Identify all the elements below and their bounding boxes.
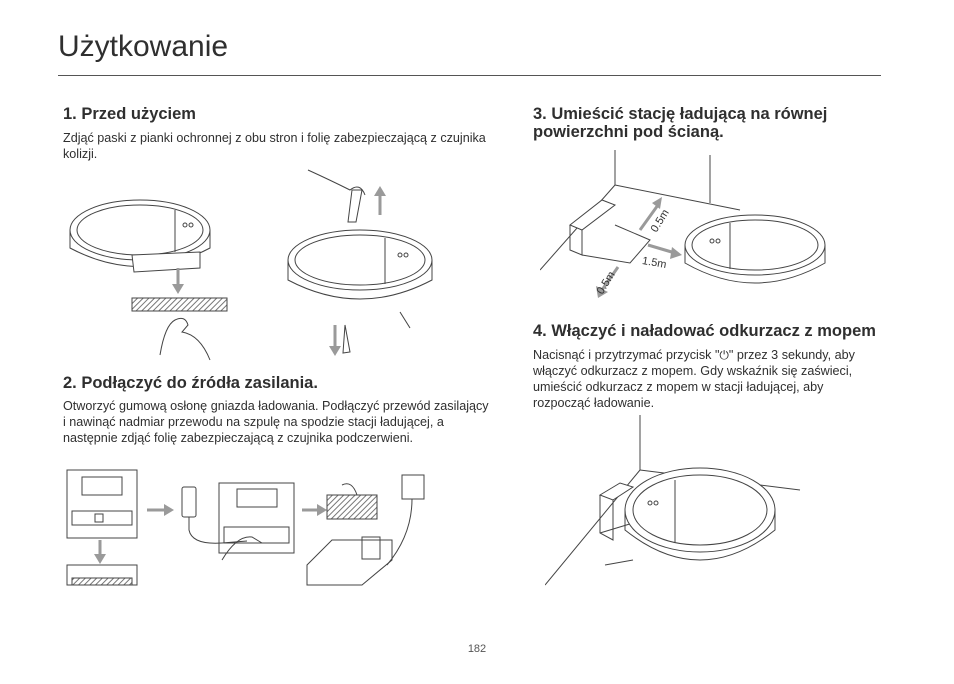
illustration-dock-placement bbox=[540, 145, 885, 305]
illustration-robot-charging bbox=[545, 415, 805, 590]
dimension-label-front: 1.5m bbox=[641, 254, 668, 272]
title-divider bbox=[58, 75, 881, 76]
section-3-heading: 3. Umieścić stację ładującą na równej powierzchni pod ścianą. bbox=[533, 105, 828, 141]
page-title: Użytkowanie bbox=[58, 30, 229, 63]
illustration-remove-foam bbox=[60, 160, 450, 365]
section-4-body-part2: " przez 3 sekundy, aby włączyć odkurzacz z mopem. Gdy wskaźnik się zaświeci, umieścić odkurzacz z mopem w stacji ładującej, aby rozpocząć ładowanie. bbox=[533, 348, 855, 410]
section-2-body: Otworzyć gumową osłonę gniazda ładowania. Podłączyć przewód zasilający i nawinąć nadmiar przewodu na szpulę na spodzie stacji ładującej, a następnie zdjąć folię zabezpieczającą z czujnika podczerwieni. bbox=[63, 399, 489, 445]
dimension-label-left: 0.5m bbox=[648, 207, 672, 235]
section-4-heading: 4. Włączyć i naładować odkurzacz z mopem bbox=[533, 322, 876, 340]
page-number: 182 bbox=[467, 643, 487, 655]
illustration-connect-power bbox=[62, 465, 452, 595]
dimension-label-right: 0.5m bbox=[594, 269, 618, 297]
section-1-heading: 1. Przed użyciem bbox=[63, 105, 196, 123]
section-2-heading: 2. Podłączyć do źródła zasilania. bbox=[63, 374, 318, 392]
section-4-body bbox=[533, 347, 883, 411]
power-icon: ⏻ bbox=[719, 348, 729, 362]
section-1-body: Zdjąć paski z pianki ochronnej z obu stron i folię zabezpieczającą z czujnika kolizji. bbox=[63, 131, 486, 161]
section-4-body-part1: Nacisnąć i przytrzymać przycisk " bbox=[533, 348, 720, 362]
